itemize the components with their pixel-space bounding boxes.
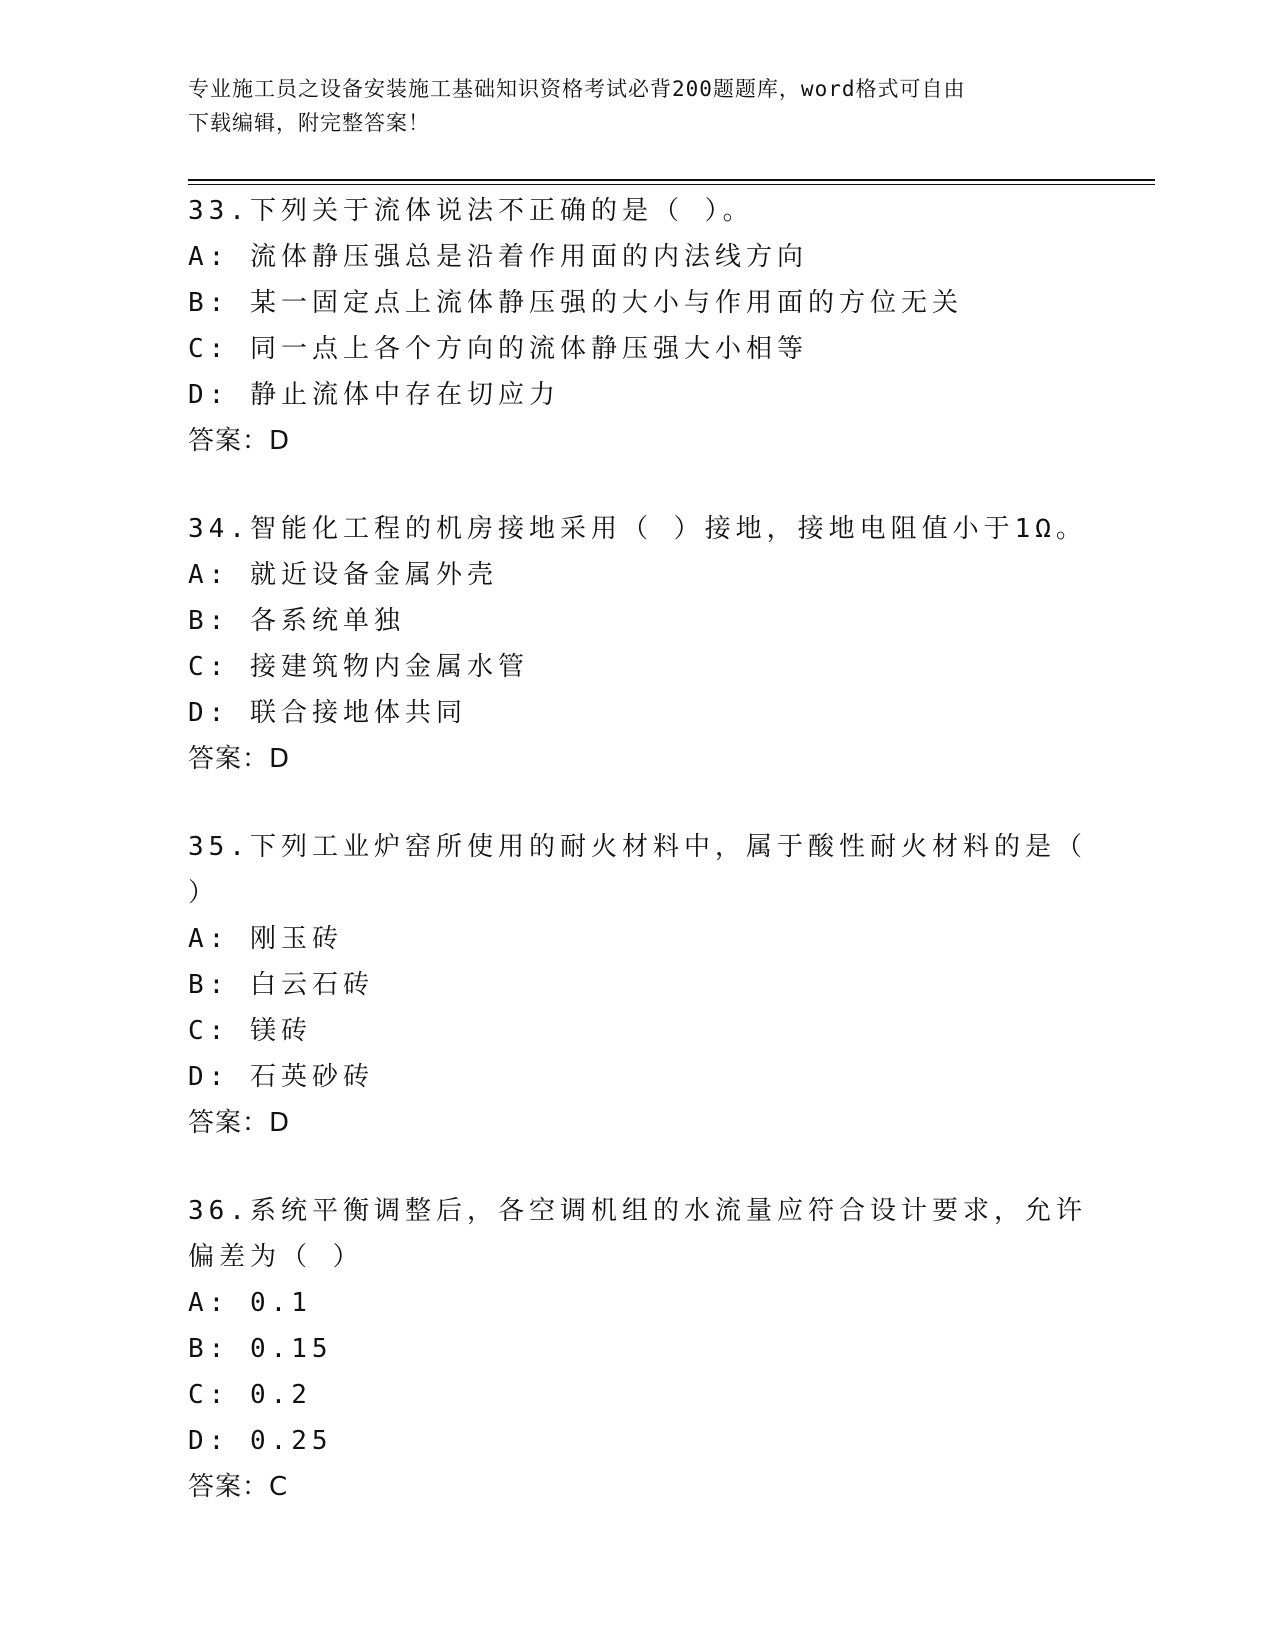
option-c: C: 镁砖 — [188, 1016, 312, 1046]
question-stem: 35.下列工业炉窑所使用的耐火材料中，属于酸性耐火材料的是（ ） — [188, 832, 1087, 908]
option-a: A: 就近设备金属外壳 — [188, 560, 498, 590]
option-d: D: 0.25 — [188, 1426, 333, 1456]
question-stem: 36.系统平衡调整后，各空调机组的水流量应符合设计要求，允许偏差为（ ） — [188, 1196, 1087, 1272]
header-divider-thick — [188, 179, 1155, 181]
question-list — [188, 188, 1088, 1552]
option-c: C: 同一点上各个方向的流体静压强大小相等 — [188, 334, 808, 364]
option-d: D: 静止流体中存在切应力 — [188, 380, 560, 410]
question-stem: 33.下列关于流体说法不正确的是（ ）。 — [188, 196, 754, 226]
option-c: C: 接建筑物内金属水管 — [188, 652, 529, 682]
header-title-line-1: 专业施工员之设备安装施工基础知识资格考试必背200题题库，word格式可自由 — [188, 77, 966, 101]
question-34 — [188, 506, 1088, 782]
document-header — [188, 72, 1088, 140]
option-d: D: 石英砂砖 — [188, 1062, 374, 1092]
answer-label: 答案：D — [188, 744, 291, 774]
option-d: D: 联合接地体共同 — [188, 698, 467, 728]
answer-label: 答案：C — [188, 1472, 289, 1502]
option-b: B: 0.15 — [188, 1334, 333, 1364]
option-a: A: 流体静压强总是沿着作用面的内法线方向 — [188, 242, 808, 272]
header-divider-thin — [188, 184, 1155, 185]
option-a: A: 0.1 — [188, 1288, 312, 1318]
question-36 — [188, 1188, 1088, 1510]
option-b: B: 某一固定点上流体静压强的大小与作用面的方位无关 — [188, 288, 963, 318]
option-b: B: 白云石砖 — [188, 970, 374, 1000]
option-c: C: 0.2 — [188, 1380, 312, 1410]
answer-label: 答案：D — [188, 426, 291, 456]
header-title-line-2: 下载编辑，附完整答案！ — [188, 111, 430, 135]
question-stem: 34.智能化工程的机房接地采用（ ）接地，接地电阻值小于1Ω。 — [188, 514, 1087, 544]
question-33 — [188, 188, 1088, 464]
answer-label: 答案：D — [188, 1108, 291, 1138]
question-35 — [188, 824, 1088, 1146]
option-a: A: 刚玉砖 — [188, 924, 343, 954]
option-b: B: 各系统单独 — [188, 606, 405, 636]
